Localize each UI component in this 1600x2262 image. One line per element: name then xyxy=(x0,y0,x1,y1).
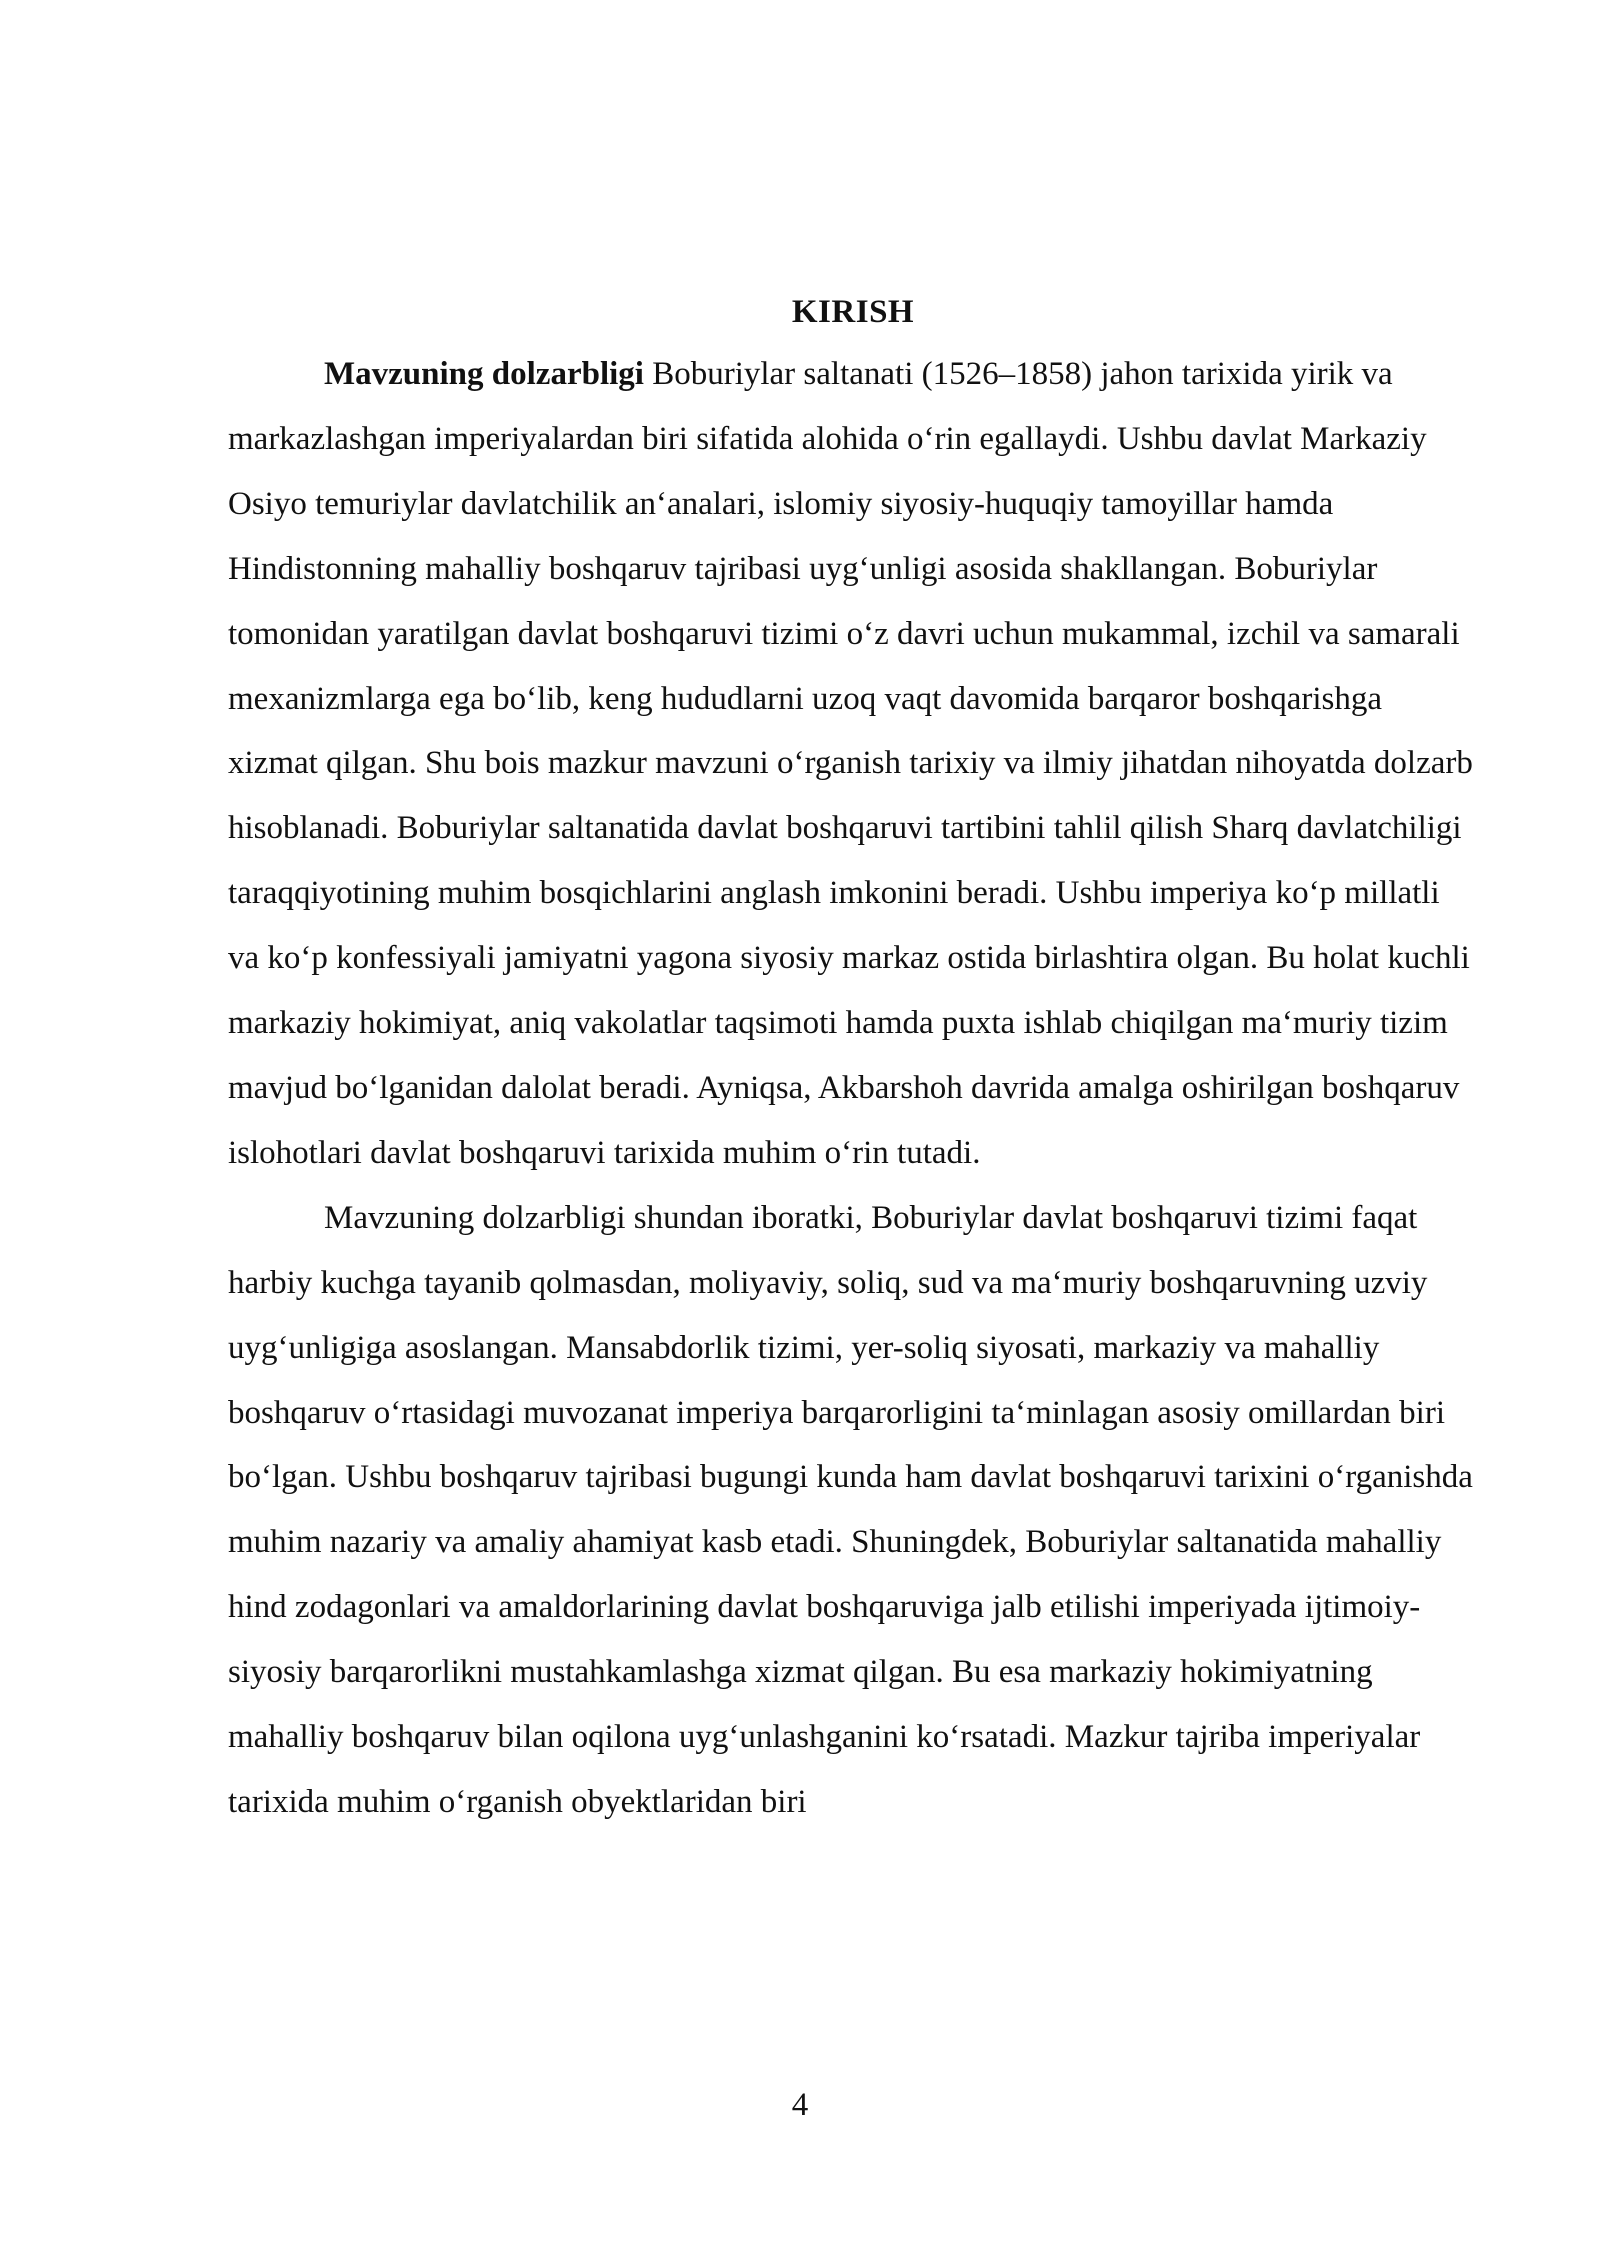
page-number: 4 xyxy=(791,2087,809,2123)
paragraph-1 xyxy=(228,342,1478,1186)
paragraph-1-text: Boburiylar saltanati (1526–1858) jahon tarixida yirik va markazlashgan imperiyalardan biri sifatida alohida o‘rin egallaydi. Ushbu davlat Markaziy Osiyo temuriylar davlatchilik an‘analari, islomiy siyosiy-huquqiy tamoyillar hamda Hindistonning mahalliy boshqaruv tajribasi uyg‘unligi asosida shakllangan. Boburiylar tomonidan yaratilgan davlat boshqaruvi tizimi o‘z davri uchun mukammal, izchil va samarali mexanizmlarga ega bo‘lib, keng hududlarni uzoq vaqt davomida barqaror boshqarishga xizmat qilgan. Shu bois mazkur mavzuni o‘rganish tarixiy va ilmiy jihatdan nihoyatda dolzarb hisoblanadi. Boburiylar saltanatida davlat boshqaruvi tartibini tahlil qilish Sharq davlatchiligi taraqqiyotining muhim bosqichlarini anglash imkonini beradi. Ushbu imperiya ko‘p millatli va ko‘p konfessiyali jamiyatni yagona siyosiy markaz ostida birlashtira olgan. Bu holat kuchli markaziy hokimiyat, aniq vakolatlar taqsimoti hamda puxta ishlab chiqilgan ma‘muriy tizim mavjud bo‘lganidan dalolat beradi. Ayniqsa, Akbarshoh davrida amalga oshirilgan boshqaruv islohotlari davlat boshqaruvi tarixida muhim o‘rin tutadi. xyxy=(228,356,1473,1171)
paragraph-lead-bold: Mavzuning dolzarbligi xyxy=(324,356,644,392)
paragraph-2-text: Mavzuning dolzarbligi shundan iboratki, Boburiylar davlat boshqaruvi tizimi faqat harbiy kuchga tayanib qolmasdan, moliyaviy, soliq, sud va ma‘muriy boshqaruvning uzviy uyg‘unligiga asoslangan. Mansabdorlik tizimi, yer-soliq siyosati, markaziy va mahalliy boshqaruv o‘rtasidagi muvozanat imperiya barqarorligini ta‘minlagan asosiy omillardan biri bo‘lgan. Ushbu boshqaruv tajribasi bugungi kunda ham davlat boshqaruvi tarixini o‘rganishda muhim nazariy va amaliy ahamiyat kasb etadi. Shuningdek, Boburiylar saltanatida mahalliy hind zodagonlari va amaldorlarining davlat boshqaruviga jalb etilishi imperiyada ijtimoiy-siyosiy barqarorlikni mustahkamlashga xizmat qilgan. Bu esa markaziy hokimiyatning mahalliy boshqaruv bilan oqilona uyg‘unlashganini ko‘rsatadi. Mazkur tajriba imperiyalar tarixida muhim o‘rganish obyektlaridan biri xyxy=(228,1199,1473,1820)
section-heading: KIRISH xyxy=(791,294,915,330)
page-body xyxy=(228,282,1478,1835)
paragraph-2 xyxy=(228,1186,1478,1835)
